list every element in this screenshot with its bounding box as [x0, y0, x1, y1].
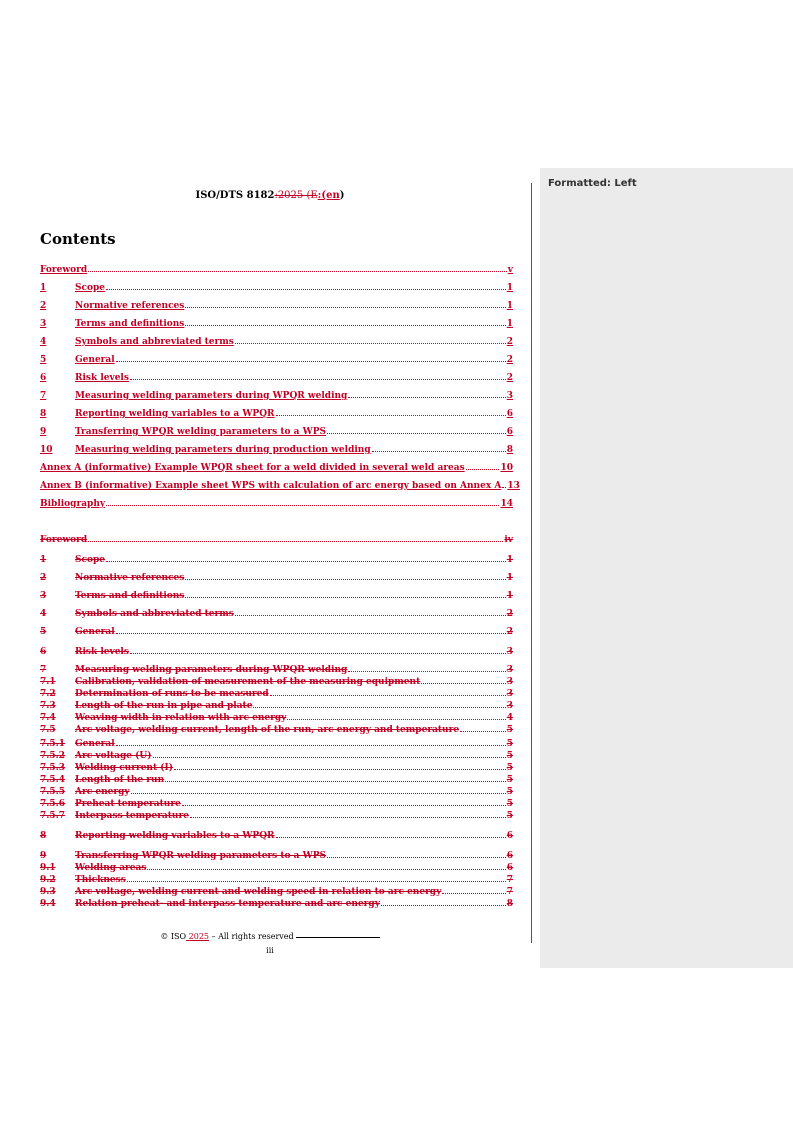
toc-leader	[88, 263, 507, 272]
toc-page: 7	[506, 875, 513, 885]
toc-new-entry[interactable]	[40, 281, 513, 293]
toc-page: 3	[506, 647, 513, 657]
toc-number: 9	[40, 427, 47, 437]
toc-title: Welding areas	[75, 863, 147, 873]
toc-leader	[502, 479, 506, 488]
toc-page: 3	[506, 391, 513, 401]
toc-title: Arc voltage (U)	[75, 751, 152, 761]
toc-leader	[327, 425, 506, 434]
toc-old-entry[interactable]	[40, 553, 513, 565]
toc-old-entry[interactable]	[40, 897, 513, 909]
toc-leader	[442, 885, 505, 894]
toc-title: Symbols and abbreviated terms	[75, 337, 234, 347]
toc-page: 8	[506, 445, 513, 455]
deleted-header-suffix: :2025 (E	[274, 190, 318, 201]
toc-title: Measuring welding parameters during WPQR welding	[75, 665, 348, 675]
toc-number: 7.5.4	[40, 775, 66, 785]
toc-number: 9.1	[40, 863, 56, 873]
toc-title: Risk levels	[75, 373, 129, 383]
toc-new-entry[interactable]	[40, 317, 513, 329]
toc-page: 6	[506, 851, 513, 861]
toc-page: 2	[506, 373, 513, 383]
toc-leader	[185, 299, 505, 308]
toc-page: 5	[506, 725, 513, 735]
doc-id: ISO/DTS 8182	[195, 190, 275, 201]
toc-leader	[116, 625, 506, 634]
toc-number: 7.5.1	[40, 739, 66, 749]
toc-page: 2	[506, 627, 513, 637]
toc-page: 1	[506, 301, 513, 311]
toc-old-entry[interactable]	[40, 761, 513, 773]
toc-leader	[182, 797, 506, 806]
toc-page: 6	[506, 409, 513, 419]
toc-page: 5	[506, 787, 513, 797]
toc-leader	[127, 873, 506, 882]
toc-number: 7.5	[40, 725, 56, 735]
toc-leader	[348, 663, 505, 672]
toc-number: 9.3	[40, 887, 56, 897]
toc-page: 8	[506, 899, 513, 909]
toc-old-entry[interactable]	[40, 749, 513, 761]
toc-new-entry[interactable]	[40, 263, 513, 275]
toc-number: 7.2	[40, 689, 56, 699]
toc-title: Welding current (I)	[75, 763, 173, 773]
toc-leader	[174, 761, 506, 770]
toc-leader	[372, 443, 506, 452]
toc-number: 9.2	[40, 875, 56, 885]
toc-title: Determination of runs to be measured	[75, 689, 269, 699]
toc-old-entry[interactable]	[40, 797, 513, 809]
toc-page: 5	[506, 799, 513, 809]
toc-new-entry[interactable]	[40, 389, 513, 401]
toc-title: Reporting welding variables to a WPQR	[75, 831, 275, 841]
toc-number: 1	[40, 555, 47, 565]
toc-number: 7.5.6	[40, 799, 66, 809]
toc-number: 3	[40, 319, 47, 329]
toc-leader	[270, 687, 506, 696]
footer-copyright: © ISO	[160, 932, 187, 941]
toc-page: 6	[506, 831, 513, 841]
toc-old-entry[interactable]	[40, 773, 513, 785]
toc-old-entry[interactable]	[40, 589, 513, 601]
page-header	[0, 190, 540, 201]
contents-heading: Contents	[40, 230, 116, 248]
toc-number: 6	[40, 373, 47, 383]
toc-new-entry[interactable]	[40, 407, 513, 419]
toc-number: 9	[40, 851, 47, 861]
toc-new-entry[interactable]	[40, 497, 513, 509]
toc-old-entry[interactable]	[40, 607, 513, 619]
toc-page: 2	[506, 337, 513, 347]
toc-title: Relation preheat- and interpass temperature and arc energy	[75, 899, 380, 909]
toc-title: Normative references	[75, 573, 185, 583]
toc-leader	[185, 589, 505, 598]
toc-number: 7.5.5	[40, 787, 66, 797]
toc-number: 9.4	[40, 899, 56, 909]
footer-year: 2025	[186, 932, 209, 941]
toc-title: Symbols and abbreviated terms	[75, 609, 234, 619]
toc-leader	[185, 317, 505, 326]
toc-title: Calibration, validation of measurement of the measuring equipment	[75, 677, 421, 687]
toc-title: Interpass temperature	[75, 811, 189, 821]
toc-page: 6	[506, 863, 513, 873]
toc-number: 10	[40, 445, 53, 455]
toc-old-entry[interactable]	[40, 829, 513, 841]
toc-number: 7.3	[40, 701, 56, 711]
toc-page: 6	[506, 427, 513, 437]
toc-title: Terms and definitions	[75, 319, 185, 329]
toc-leader	[235, 607, 506, 616]
toc-old-entry[interactable]	[40, 849, 513, 861]
toc-number: 5	[40, 355, 47, 365]
toc-old-entry[interactable]	[40, 663, 513, 675]
toc-old-entry[interactable]	[40, 885, 513, 897]
toc-number: 7	[40, 665, 47, 675]
page-footer	[0, 932, 540, 941]
toc-page: 5	[506, 763, 513, 773]
toc-old-entry[interactable]	[40, 809, 513, 821]
toc-page: 13	[507, 481, 520, 491]
toc-page: 3	[506, 665, 513, 675]
toc-title: Foreword	[40, 535, 88, 545]
toc-number: 2	[40, 301, 47, 311]
toc-page: 10	[500, 463, 513, 473]
toc-title: Transferring WPQR welding parameters to a WPS	[75, 427, 327, 437]
toc-leader	[131, 785, 506, 794]
toc-old-entry[interactable]	[40, 571, 513, 583]
toc-page: 3	[506, 689, 513, 699]
footer-rule	[296, 937, 380, 938]
toc-number: 7.5.7	[40, 811, 66, 821]
toc-old-entry[interactable]	[40, 785, 513, 797]
page-number: iii	[266, 946, 274, 955]
toc-number: 8	[40, 409, 47, 419]
toc-title: Scope	[75, 555, 106, 565]
toc-number: 7.5.2	[40, 751, 66, 761]
toc-leader	[327, 849, 506, 858]
toc-leader	[116, 737, 506, 746]
toc-leader	[130, 371, 506, 380]
toc-number: 2	[40, 573, 47, 583]
toc-page: 5	[506, 751, 513, 761]
toc-new-entry[interactable]	[40, 353, 513, 365]
toc-title: Measuring welding parameters during production welding	[75, 445, 371, 455]
toc-leader	[153, 749, 506, 758]
inserted-header-suffix: :(en	[317, 190, 340, 201]
toc-new-entry[interactable]	[40, 335, 513, 347]
toc-old-entry[interactable]	[40, 861, 513, 873]
toc-page: 4	[506, 713, 513, 723]
toc-old-entry[interactable]	[40, 723, 513, 735]
toc-title: Length of the run in pipe and plate	[75, 701, 253, 711]
toc-title: Arc energy	[75, 787, 130, 797]
toc-page: v	[507, 265, 513, 275]
toc-title: Thickness	[75, 875, 126, 885]
toc-title: General	[75, 355, 115, 365]
change-bar	[531, 183, 532, 943]
toc-old-entry[interactable]	[40, 711, 513, 723]
toc-title: Transferring WPQR welding parameters to a WPS	[75, 851, 327, 861]
toc-old-entry[interactable]	[40, 687, 513, 699]
toc-old-entry[interactable]	[40, 645, 513, 657]
toc-old-entry[interactable]	[40, 533, 513, 545]
toc-number: 4	[40, 337, 47, 347]
toc-title: Terms and definitions	[75, 591, 185, 601]
toc-number: 6	[40, 647, 47, 657]
toc-number: 5	[40, 627, 47, 637]
toc-leader	[253, 699, 505, 708]
toc-leader	[185, 571, 505, 580]
toc-number: 7.1	[40, 677, 56, 687]
footer-rights: – All rights reserved	[209, 932, 294, 941]
toc-leader	[116, 353, 506, 362]
toc-title: Scope	[75, 283, 106, 293]
toc-number: 1	[40, 283, 47, 293]
toc-page: iv	[504, 535, 513, 545]
toc-title: Normative references	[75, 301, 185, 311]
toc-title: Preheat temperature	[75, 799, 181, 809]
toc-new-entry[interactable]	[40, 425, 513, 437]
toc-leader	[235, 335, 506, 344]
toc-new-entry[interactable]	[40, 443, 513, 455]
toc-number: 4	[40, 609, 47, 619]
toc-title: Weaving width in relation with arc energy	[75, 713, 287, 723]
toc-old-entry[interactable]	[40, 675, 513, 687]
toc-number: 7	[40, 391, 47, 401]
toc-page: 5	[506, 775, 513, 785]
toc-leader	[147, 861, 505, 870]
header-close: )	[339, 190, 345, 201]
toc-leader	[381, 897, 506, 906]
toc-old-entry[interactable]	[40, 873, 513, 885]
toc-leader	[106, 553, 506, 562]
toc-number: 8	[40, 831, 47, 841]
toc-title: General	[75, 627, 115, 637]
toc-page: 1	[506, 555, 513, 565]
toc-old-entry[interactable]	[40, 625, 513, 637]
toc-page: 2	[506, 609, 513, 619]
toc-leader	[106, 281, 506, 290]
toc-number: 3	[40, 591, 47, 601]
toc-title: Length of the run	[75, 775, 165, 785]
toc-page: 3	[506, 677, 513, 687]
toc-title: Annex B (informative) Example sheet WPS with calculation of arc energy based on Annex A	[40, 481, 502, 491]
toc-page: 5	[506, 811, 513, 821]
toc-title: Arc voltage, welding current and welding speed in relation to arc energy	[75, 887, 442, 897]
toc-title: Bibliography	[40, 499, 106, 509]
toc-new-entry[interactable]	[40, 299, 513, 311]
toc-leader	[460, 723, 506, 732]
toc-number: 7.5.3	[40, 763, 66, 773]
toc-title: Annex A (informative) Example WPQR sheet for a weld divided in several weld areas	[40, 463, 465, 473]
toc-title: Foreword	[40, 265, 88, 275]
toc-title: Reporting welding variables to a WPQR	[75, 409, 275, 419]
toc-page: 1	[506, 591, 513, 601]
comment-label: Formatted: Left	[548, 178, 637, 189]
toc-page: 3	[506, 701, 513, 711]
toc-new-entry[interactable]	[40, 479, 520, 491]
toc-old-entry[interactable]	[40, 737, 513, 749]
toc-leader	[466, 461, 500, 470]
toc-title: General	[75, 739, 115, 749]
toc-page: 5	[506, 739, 513, 749]
toc-leader	[190, 809, 506, 818]
toc-leader	[276, 829, 506, 838]
toc-leader	[421, 675, 506, 684]
toc-leader	[165, 773, 506, 782]
toc-page: 1	[506, 319, 513, 329]
toc-leader	[106, 497, 499, 506]
toc-page: 2	[506, 355, 513, 365]
toc-leader	[276, 407, 506, 416]
toc-title: Risk levels	[75, 647, 129, 657]
toc-page: 1	[506, 573, 513, 583]
toc-page: 1	[506, 283, 513, 293]
toc-leader	[287, 711, 505, 720]
comment-pane	[540, 168, 793, 968]
toc-leader	[348, 389, 505, 398]
toc-title: Arc voltage, welding current, length of the run, arc energy and temperature	[75, 725, 460, 735]
toc-page: 14	[500, 499, 513, 509]
toc-number: 7.4	[40, 713, 56, 723]
toc-new-entry[interactable]	[40, 461, 513, 473]
toc-leader	[130, 645, 506, 654]
toc-old-entry[interactable]	[40, 699, 513, 711]
toc-new-entry[interactable]	[40, 371, 513, 383]
toc-title: Measuring welding parameters during WPQR welding	[75, 391, 348, 401]
toc-page: 7	[506, 887, 513, 897]
toc-leader	[88, 533, 503, 542]
